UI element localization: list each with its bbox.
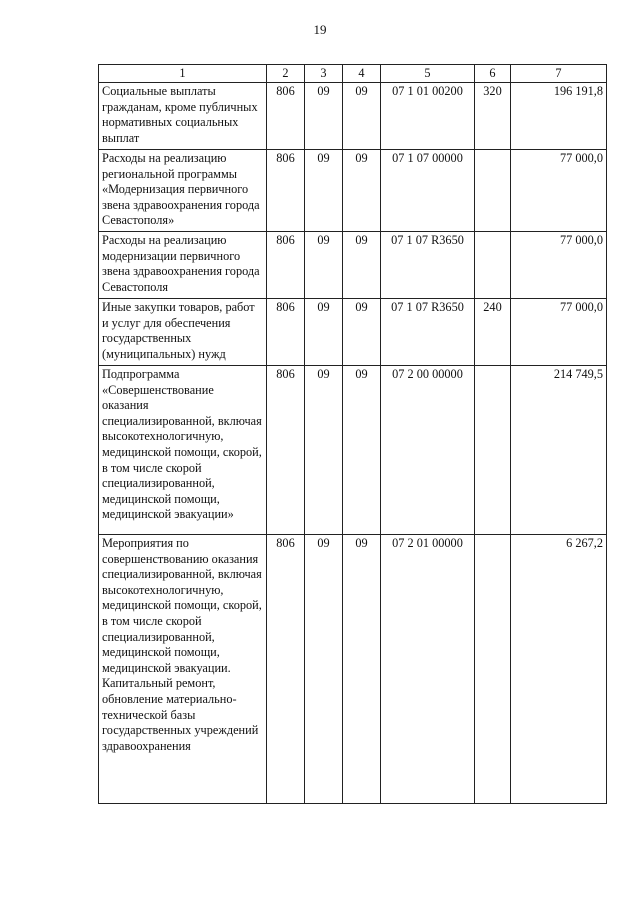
expense-type-code: [475, 232, 511, 299]
expense-type-code: 240: [475, 299, 511, 366]
expense-type-code: [475, 366, 511, 535]
column-header-7: 7: [511, 65, 607, 83]
subsection-code: 09: [343, 150, 381, 232]
expense-name: Мероприятия по совершенствованию оказания специализированной, включая высокотехнологичную, медицинской помощи, скорой, в том числе скорой специализированной, медицинской помощи, медицинской эвакуации. Капитальный ремонт, обновление материально-технической базы государственных учреждений здравоохранения: [99, 535, 267, 804]
ministry-code: 806: [267, 366, 305, 535]
table-header-row: [99, 65, 607, 83]
table-row: [99, 150, 607, 232]
table-row: [99, 535, 607, 804]
page-number: 19: [313, 22, 327, 37]
expense-type-code: 320: [475, 83, 511, 150]
table-row: [99, 366, 607, 535]
section-code: 09: [305, 83, 343, 150]
table-row: [99, 232, 607, 299]
ministry-code: 806: [267, 232, 305, 299]
column-header-5: 5: [381, 65, 475, 83]
target-article-code: 07 1 07 R3650: [381, 232, 475, 299]
table-row: [99, 299, 607, 366]
ministry-code: 806: [267, 83, 305, 150]
amount: 6 267,2: [511, 535, 607, 804]
column-header-4: 4: [343, 65, 381, 83]
ministry-code: 806: [267, 299, 305, 366]
amount: 77 000,0: [511, 232, 607, 299]
expense-name: Социальные выплаты гражданам, кроме публичных нормативных социальных выплат: [99, 83, 267, 150]
table-row: [99, 83, 607, 150]
expense-name: Подпрограмма «Совершенствование оказания специализированной, включая высокотехнологичную, медицинской помощи, скорой, в том числе скорой специализированной, медицинской помощи, медицинской эвакуации»: [99, 366, 267, 535]
column-header-6: 6: [475, 65, 511, 83]
ministry-code: 806: [267, 150, 305, 232]
subsection-code: 09: [343, 366, 381, 535]
column-header-2: 2: [267, 65, 305, 83]
amount: 214 749,5: [511, 366, 607, 535]
amount: 77 000,0: [511, 299, 607, 366]
column-header-1: 1: [99, 65, 267, 83]
section-code: 09: [305, 150, 343, 232]
target-article-code: 07 2 01 00000: [381, 535, 475, 804]
target-article-code: 07 2 00 00000: [381, 366, 475, 535]
expense-type-code: [475, 535, 511, 804]
ministry-code: 806: [267, 535, 305, 804]
section-code: 09: [305, 232, 343, 299]
expense-name: Расходы на реализацию модернизации первичного звена здравоохранения города Севастополя: [99, 232, 267, 299]
section-code: 09: [305, 535, 343, 804]
subsection-code: 09: [343, 83, 381, 150]
expense-name: Иные закупки товаров, работ и услуг для обеспечения государственных (муниципальных) нужд: [99, 299, 267, 366]
target-article-code: 07 1 01 00200: [381, 83, 475, 150]
target-article-code: 07 1 07 00000: [381, 150, 475, 232]
expense-type-code: [475, 150, 511, 232]
expense-name: Расходы на реализацию региональной программы «Модернизация первичного звена здравоохранения города Севастополя»: [99, 150, 267, 232]
subsection-code: 09: [343, 299, 381, 366]
amount: 196 191,8: [511, 83, 607, 150]
target-article-code: 07 1 07 R3650: [381, 299, 475, 366]
amount: 77 000,0: [511, 150, 607, 232]
subsection-code: 09: [343, 232, 381, 299]
section-code: 09: [305, 366, 343, 535]
budget-table: [98, 64, 607, 804]
subsection-code: 09: [343, 535, 381, 804]
section-code: 09: [305, 299, 343, 366]
column-header-3: 3: [305, 65, 343, 83]
